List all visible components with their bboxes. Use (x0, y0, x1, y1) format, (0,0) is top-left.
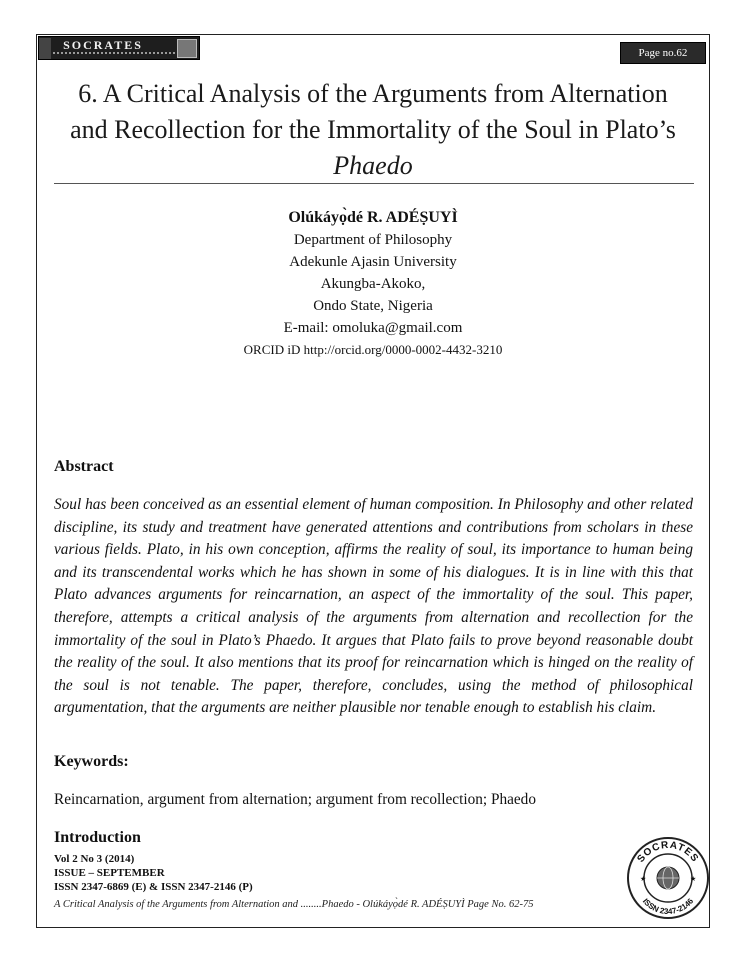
logo-side-emblem (39, 38, 51, 60)
logo-tagline-decoration (53, 52, 179, 58)
issue-metadata (54, 852, 253, 894)
journal-logo (38, 36, 200, 60)
seal-top-text: SOCRATES (635, 839, 701, 865)
abstract-heading: Abstract (54, 458, 114, 475)
author-university: Adekunle Ajasin University (289, 254, 457, 270)
author-name: Olúkáyọ̀dé R. ADÉṢUYÌ (288, 209, 458, 226)
author-state: Ondo State, Nigeria (313, 298, 433, 314)
issn-line: ISSN 2347-6869 (E) & ISSN 2347-2146 (P) (54, 881, 253, 893)
introduction-heading: Introduction (54, 829, 141, 846)
keywords-heading: Keywords: (54, 753, 129, 770)
author-department: Department of Philosophy (293, 232, 453, 248)
volume-line: Vol 2 No 3 (2014) (54, 853, 135, 865)
article-title (60, 76, 686, 184)
issn-seal-stamp (626, 836, 710, 920)
logo-emblem-icon (177, 39, 197, 58)
svg-text:★: ★ (690, 875, 697, 883)
author-orcid[interactable]: ORCID iD http://orcid.org/0000-0002-4432-3210 (243, 342, 503, 357)
footer-citation: A Critical Analysis of the Arguments from Alternation and ........Phaedo - Olúkáyọ̀dé R. ADÉṢUYÌ Page No. 62-75 (54, 899, 534, 910)
svg-text:★: ★ (640, 875, 647, 883)
abstract-text: Soul has been conceived as an essential element of human composition. In Philosophy and other related discipline, its study and treatment have generated attentions and contributions from scholars in these various fields. Plato, in his own conception, affirms the reality of soul, its importance to human being and its transcendental works which he has shown in some of his dialogues. It is in line with this that Plato advances arguments for reincarnation, an aspect of the immortality of the soul. This paper, therefore, attempts a critical analysis of the arguments from alternation and recollection for the immortality of the soul in Plato’s Phaedo. It argues that Plato fails to prove beyond reasonable doubt the reality of the soul. It also mentions that its proof for reincarnation which is hinged on the reality of the soul is not tenable. The paper, therefore, concludes, using the method of philosophical argumentation, that the arguments are neither plausible nor tenable enough to establish his claim. (54, 496, 693, 717)
title-main-text: 6. A Critical Analysis of the Arguments from Alternation and Recollection for the Immortality of the Soul in Plato’s (70, 79, 676, 144)
issue-line: ISSUE – SEPTEMBER (54, 867, 165, 879)
author-city: Akungba-Akoko, (320, 276, 426, 292)
title-divider (54, 183, 694, 184)
author-email[interactable]: E-mail: omoluka@gmail.com (283, 320, 463, 336)
title-italic-text: Phaedo (333, 151, 413, 180)
keywords-text: Reincarnation, argument from alternation; argument from recollection; Phaedo (54, 791, 536, 808)
author-block (160, 207, 586, 361)
logo-wordmark: SOCRATES (63, 38, 143, 52)
seal-bottom-text: ISSN 2347-2146 (640, 896, 696, 917)
page-number-badge: Page no.62 (620, 42, 706, 64)
